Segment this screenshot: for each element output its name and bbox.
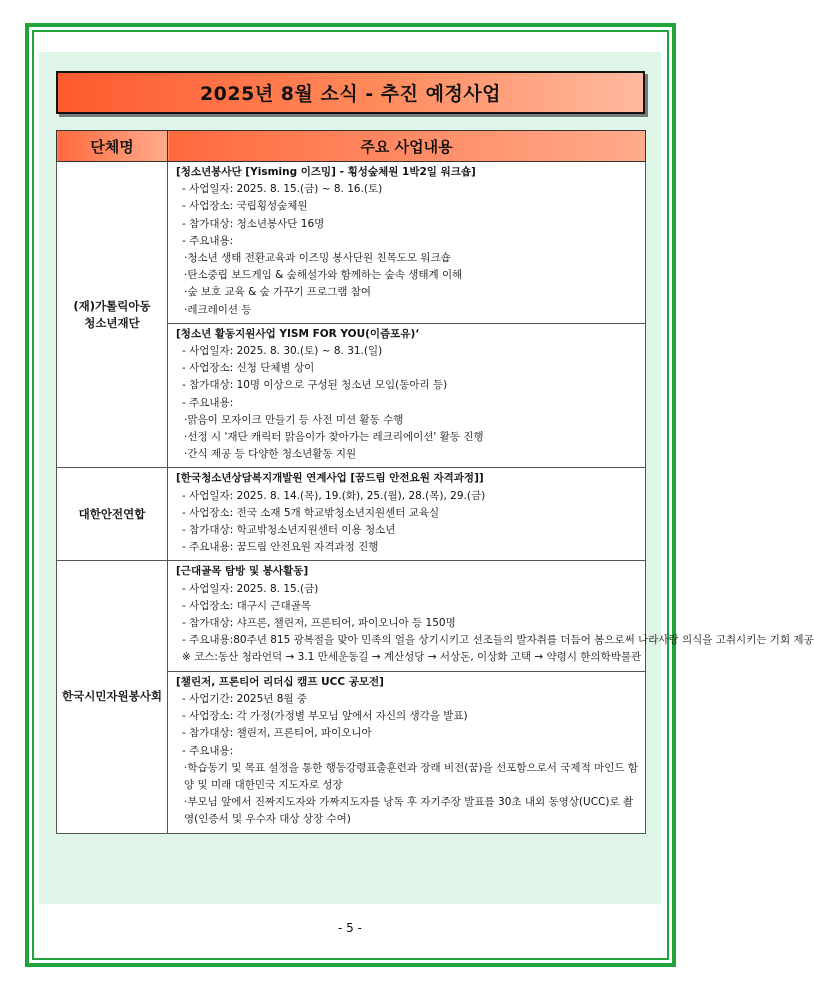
program-cell	[168, 561, 814, 833]
header-program-content: 주요 사업내용	[168, 131, 646, 162]
line-text: 동산 청라언덕 → 3.1 만세운동길 → 계산성당 → 서상돈, 이상화 고택 → 약령시 한의학박물관	[217, 651, 642, 664]
program-title: [챌린저, 프론티어 리더십 캠프 UCC 공모전]	[176, 675, 384, 688]
program-block-modern-alley	[168, 561, 814, 670]
program-line: - 사업장소: 대구시 근대골목	[182, 599, 311, 612]
program-line: - 사업일자: 2025. 8. 14.(목), 19.(화), 25.(월), 28.(목), 29.(금)	[182, 489, 486, 502]
program-line: - 참가대상: 학교밖청소년지원센터 이용 청소년	[182, 524, 396, 537]
org-name: (재)가톨릭아동 청소년재단	[73, 298, 151, 330]
program-cell	[168, 468, 646, 561]
program-bullet: ·맑음이 모자이크 만들기 등 사전 미션 활동 수행	[184, 413, 404, 426]
program-line: - 사업일자: 2025. 8. 30.(토) ~ 8. 31.(일)	[182, 345, 383, 358]
program-line: - 참가대상: 청소년봉사단 16명	[182, 217, 325, 230]
program-line: - 주요내용: 꿈드림 안전요원 자격과정 진행	[182, 541, 379, 554]
program-line: - 주요내용:	[182, 744, 234, 757]
newsletter-title: 2025년 8월 소식 - 추진 예정사업	[56, 71, 645, 114]
program-line: - 사업장소: 신청 단체별 상이	[182, 362, 315, 375]
program-table	[56, 130, 814, 834]
program-block-leadership-ucc	[168, 671, 645, 833]
org-korea-safety-union	[57, 468, 168, 561]
program-line: - 참가대상: 샤프론, 챌린저, 프론티어, 파이오니아 등 150명	[182, 617, 456, 630]
program-line: - 사업장소: 국립횡성숲체원	[182, 200, 308, 213]
program-line: - 주요내용:	[182, 234, 234, 247]
org-catholic-youth-foundation	[57, 162, 168, 468]
header-organization: 단체명	[57, 131, 168, 162]
program-cell	[168, 162, 646, 468]
program-line: - 사업장소: 각 가정(가정별 부모님 앞에서 자신의 생각을 발표)	[182, 710, 468, 723]
program-line: - 사업일자: 2025. 8. 15.(금) ~ 8. 16.(토)	[182, 183, 383, 196]
program-line: - 참가대상: 챌린저, 프론티어, 파이오니아	[182, 727, 372, 740]
table-header-row	[57, 131, 646, 162]
program-bullet: ·학습동기 및 목표 설정을 통한 행동강령표출훈련과 장래 비전(꿈)을 선포함으로서 국제적 마인드 함양 및 미래 대한민국 지도자로 성장	[184, 761, 638, 791]
program-bullet: ·선정 시 '재단 캐릭터 맑음이가 찾아가는 레크리에이션' 활동 진행	[184, 431, 484, 444]
org-name: 대한안전연합	[78, 506, 146, 521]
program-line: - 사업장소: 전국 소재 5개 학교밖청소년지원센터 교육실	[182, 506, 440, 519]
table-row	[57, 162, 646, 468]
program-hanging-line	[176, 649, 642, 666]
program-title: [청소년 활동지원사업 YISM FOR YOU(이즘포유)‘	[176, 327, 420, 340]
program-line: - 사업기간: 2025년 8월 중	[182, 692, 308, 705]
program-title: [청소년봉사단 [Yisming 이즈밍] - 횡성숲체원 1박2일 워크숍]	[176, 166, 476, 178]
line-text: 80주년 815 광복절을 맞아 민족의 얼을 상기시키고 선조들의 발자취를 더듬어 봄으로써 나라사랑 의식을 고취시키는 기회 제공	[233, 634, 814, 647]
program-bullet: ·청소년 생태 전환교육과 이즈밍 봉사단원 친목도모 워크숍	[184, 252, 451, 265]
program-bullet: ·숲 보호 교육 & 숲 가꾸기 프로그램 참여	[184, 286, 372, 299]
page-number: - 5 -	[338, 921, 362, 935]
program-block-yism-for-you	[168, 323, 645, 468]
program-line: - 사업일자: 2025. 8. 15.(금)	[182, 582, 319, 595]
program-line: - 참가대상: 10명 이상으로 구성된 청소년 모임(동아리 등)	[182, 379, 448, 392]
program-bullet: ·탄소중립 보드게임 & 숲해설가와 함께하는 숲속 생태계 이해	[184, 269, 463, 282]
program-bullet: ·레크레이션 등	[184, 303, 252, 316]
table-row	[57, 561, 646, 833]
program-hanging-line	[176, 632, 814, 649]
line-label: - 주요내용:	[182, 634, 234, 647]
program-bullet: ·부모님 앞에서 진짜지도자와 가짜지도자를 낭독 후 자기주장 발표를 30초 내외 동영상(UCC)로 촬영(인증서 및 우수자 대상 상장 수여)	[184, 796, 634, 826]
org-korea-citizen-volunteer	[57, 561, 168, 833]
table-row	[57, 468, 646, 561]
program-block-yisming	[168, 162, 645, 323]
program-block-dream-safety	[168, 468, 645, 560]
program-bullet: ·간식 제공 등 다양한 청소년활동 지원	[184, 448, 357, 461]
program-title: [근대골목 탐방 및 봉사활동]	[176, 565, 309, 578]
program-line: - 주요내용:	[182, 396, 234, 409]
program-title: [한국청소년상담복지개발원 연계사업 [꿈드림 안전요원 자격과정]]	[176, 472, 484, 485]
line-label: ※ 코스:	[182, 651, 218, 664]
org-name: 한국시민자원봉사회	[62, 689, 162, 704]
